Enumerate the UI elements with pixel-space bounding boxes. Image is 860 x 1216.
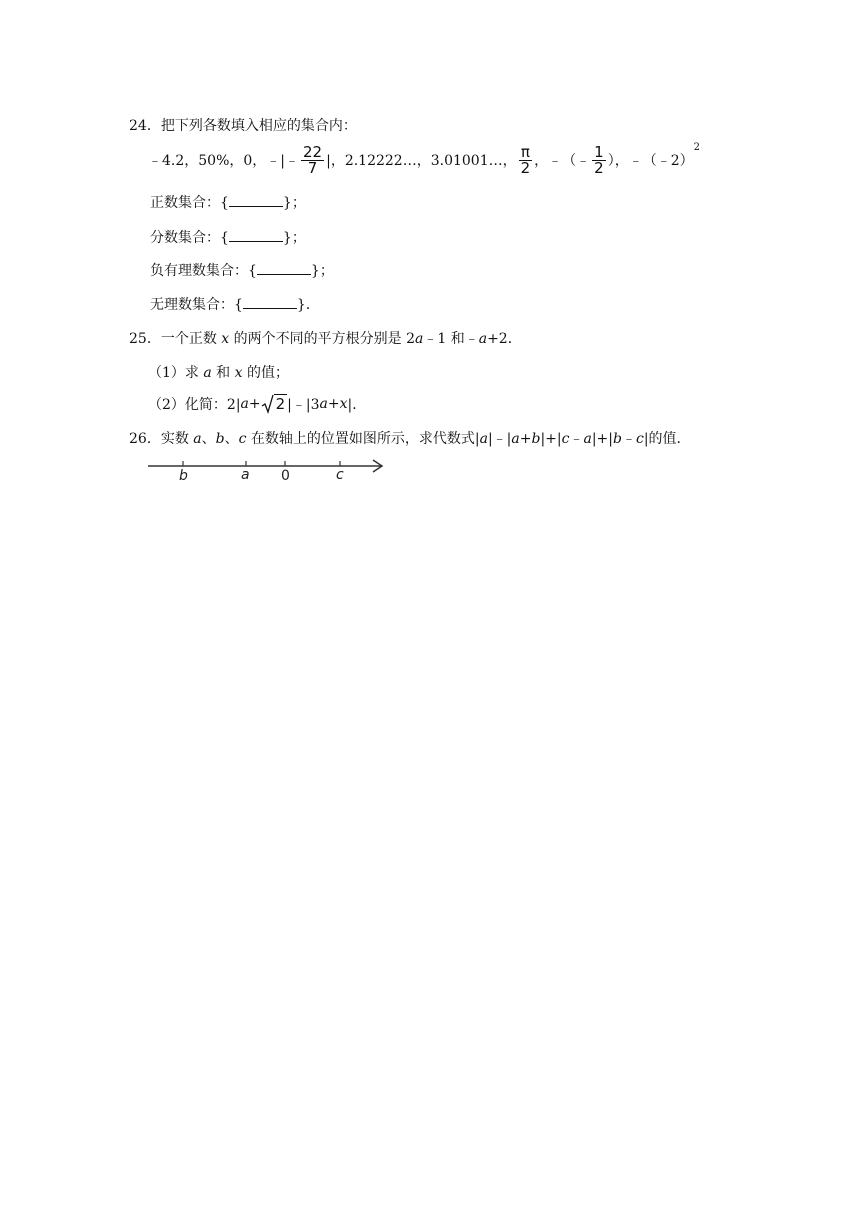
axis-label-a: a bbox=[241, 467, 250, 483]
q25-part1: （1）求 a 和 x 的值； bbox=[148, 365, 289, 381]
q24-title: 24．把下列各数填入相应的集合内： bbox=[129, 118, 357, 134]
q24-numbers-part3: ，﹣（﹣ bbox=[534, 153, 591, 169]
axis-label-b: b bbox=[179, 468, 188, 484]
sqrt-symbol bbox=[261, 394, 288, 414]
q24-numbers-part1: ﹣4.2，50%，0，﹣|﹣ bbox=[148, 153, 300, 169]
answer-blank[interactable] bbox=[229, 193, 283, 207]
set-irrational: 无理数集合：{ }． bbox=[150, 297, 320, 313]
q24-numbers-part4: ），﹣（﹣2） bbox=[607, 153, 694, 169]
exponent: 2 bbox=[693, 142, 701, 153]
answer-blank[interactable] bbox=[229, 228, 283, 242]
axis-label-0: 0 bbox=[281, 468, 290, 484]
set-fraction: 分数集合：{ }； bbox=[150, 230, 306, 246]
q24-numbers bbox=[148, 142, 700, 176]
q25-title: 25．一个正数 x 的两个不同的平方根分别是 2a﹣1 和﹣a+2． bbox=[129, 331, 522, 347]
q25-part2: （2）化简：2|a+ 2 |﹣|3a+x|． bbox=[148, 395, 367, 413]
number-line bbox=[145, 456, 390, 486]
answer-blank[interactable] bbox=[243, 295, 297, 309]
axis-label-c: c bbox=[336, 467, 344, 483]
sqrt-radicand: 2 bbox=[275, 395, 286, 413]
set-positive: 正数集合：{ }； bbox=[150, 195, 306, 211]
set-negative-rational: 负有理数集合：{ }； bbox=[150, 263, 334, 279]
fraction-pi-2: $\frac{\pi}{2}$ bbox=[520, 142, 531, 177]
fraction-22-7: $\frac{22}{7}$ bbox=[303, 142, 323, 177]
fraction-1-2: $\frac{1}{2}$ bbox=[594, 142, 604, 177]
q24-numbers-part2: |，2.12222…，3.01001…， bbox=[326, 153, 517, 169]
answer-blank[interactable] bbox=[257, 261, 311, 275]
q26-text: 26．实数 a、b、c 在数轴上的位置如图所示，求代数式|a|﹣|a+b|+|c﹣a|+|b﹣c|的值． bbox=[129, 431, 691, 447]
